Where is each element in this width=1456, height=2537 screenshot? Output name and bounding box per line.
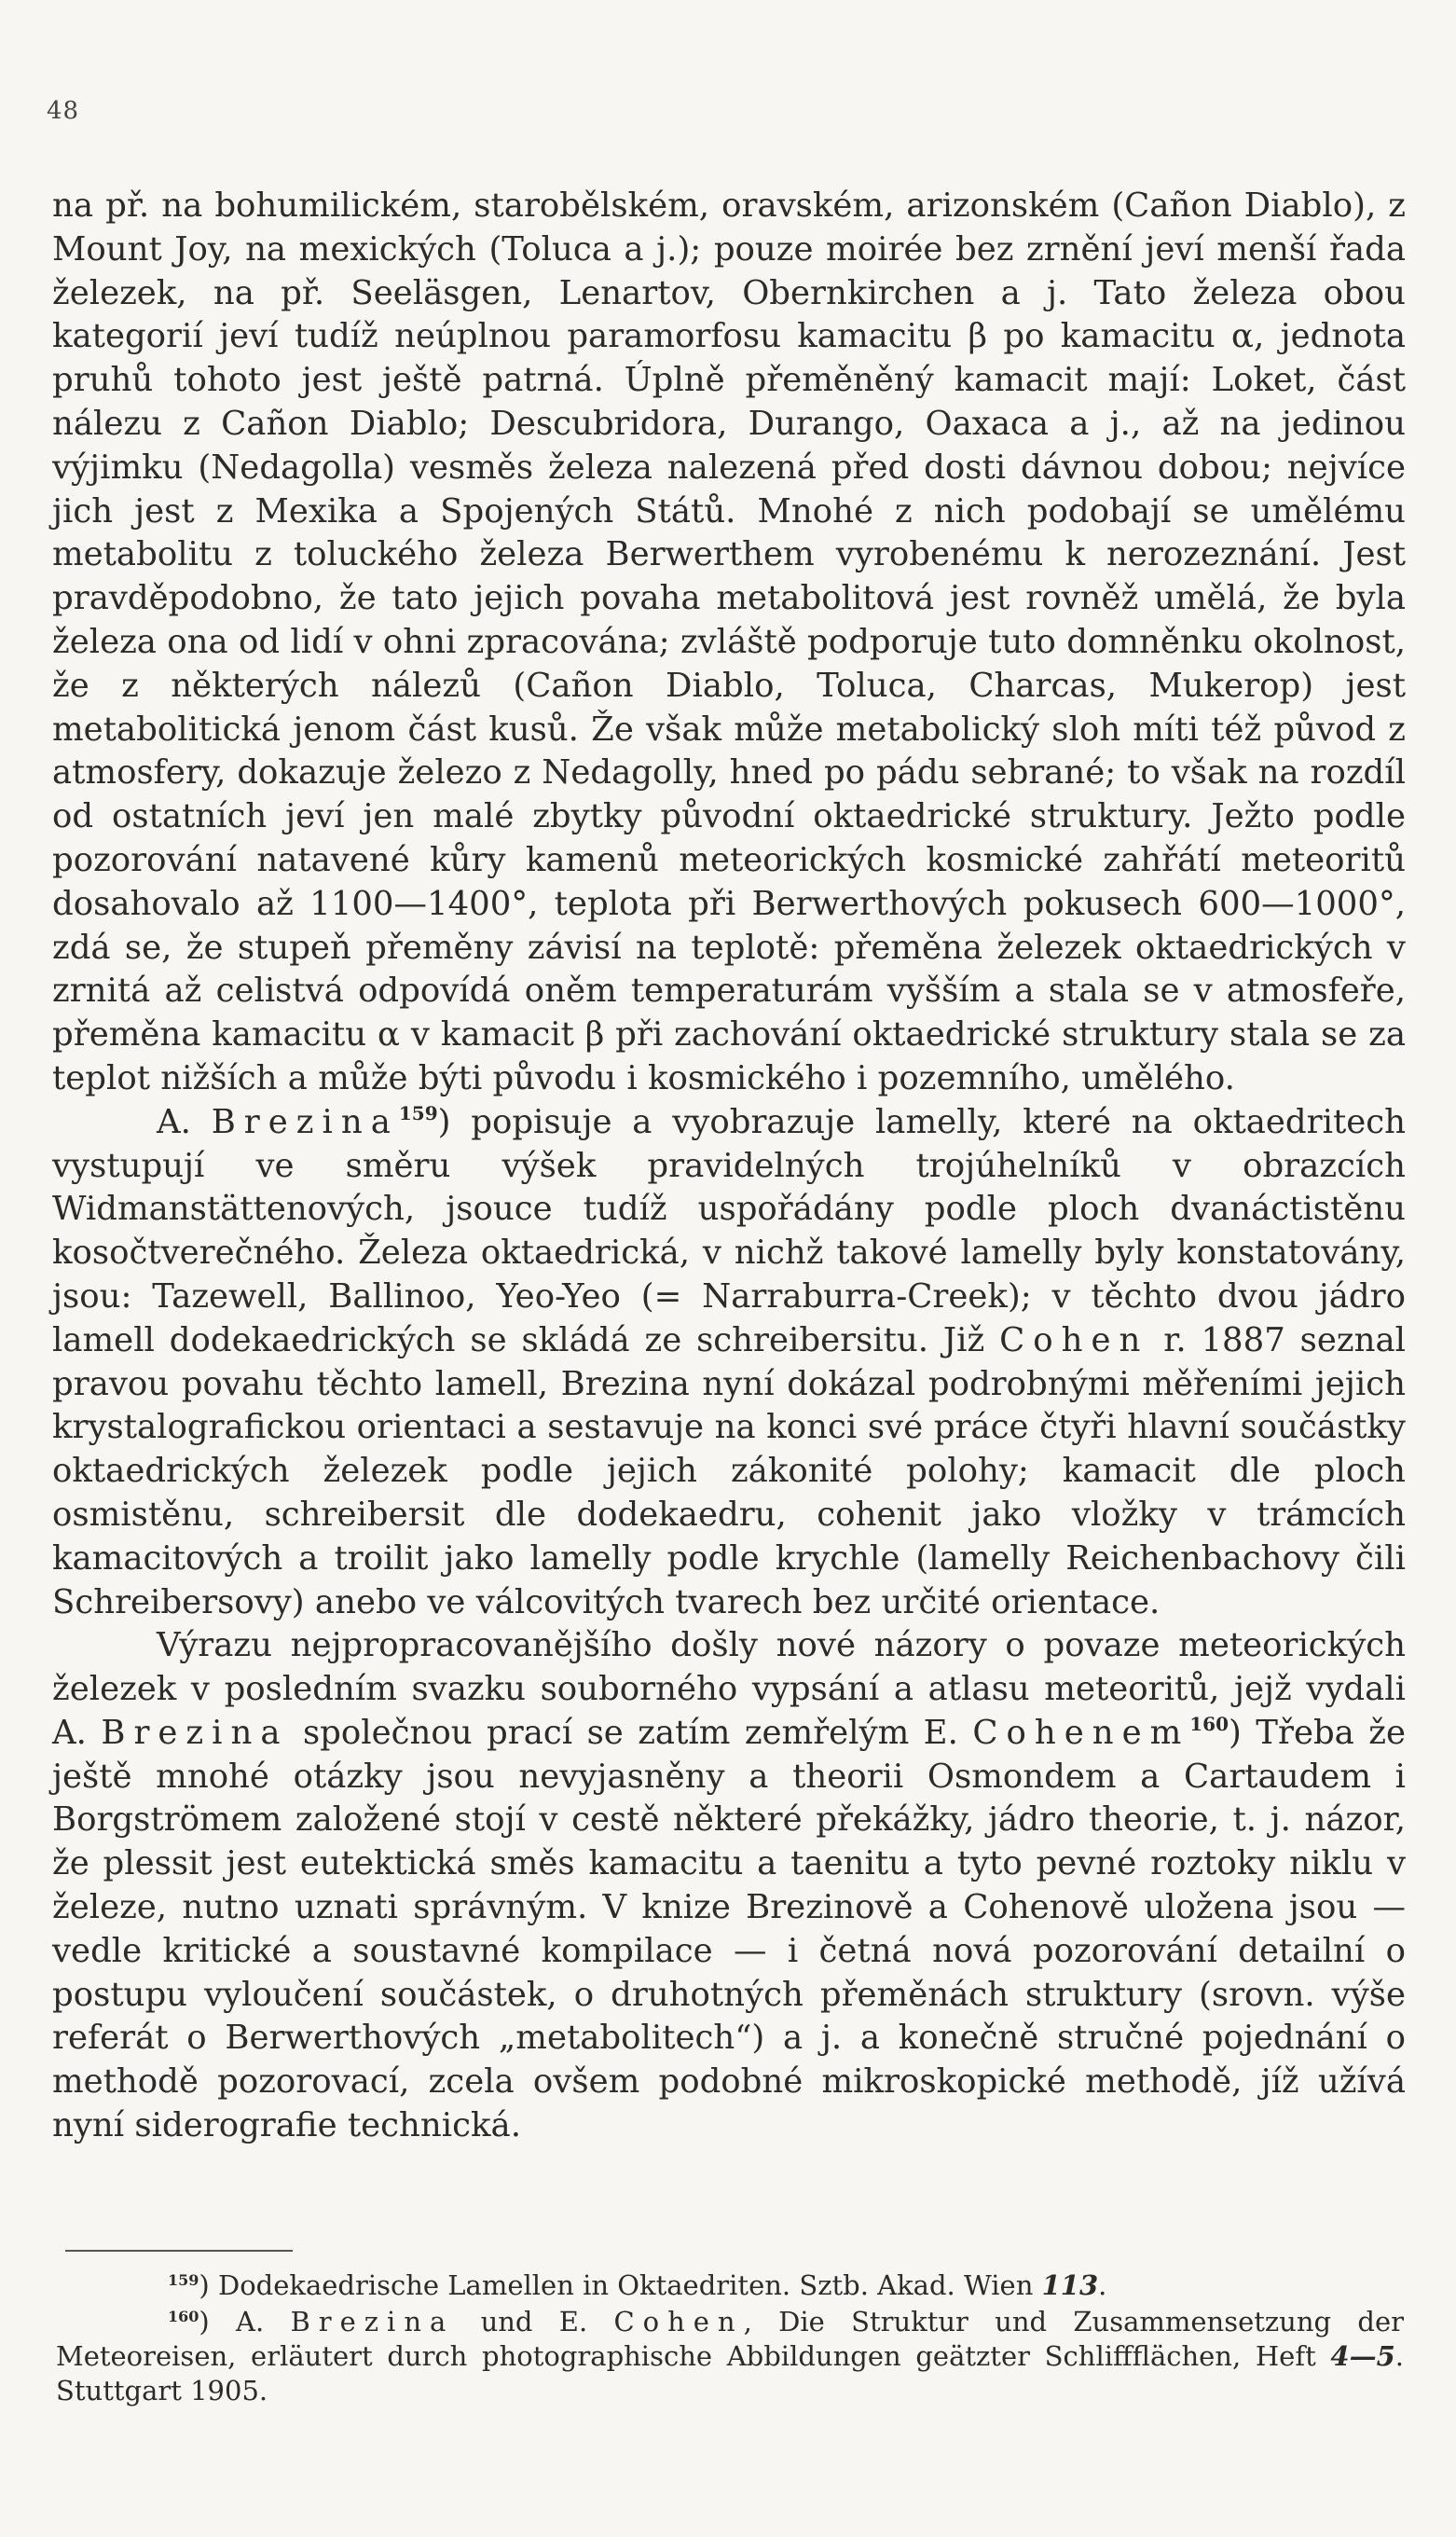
footnote-end: . Stuttgart 1905. [56, 2340, 1404, 2406]
footnote-author-brezina: Brezina [290, 2306, 455, 2337]
author-initial: A. [157, 1102, 191, 1141]
author-name-cohen: Cohen [999, 1320, 1149, 1359]
author-name-brezina: Brezina [101, 1713, 289, 1752]
footnote-text: , Die Struktur und Zusammensetzung der Meteoreisen, erläutert durch photographische Abbildungen geätzter Schliffflächen, Heft [56, 2306, 1404, 2372]
paragraph-3-text-after: ) Třeba že ještě mnohé otázky jsou nevyjasněny a theorii Osmondem a Cartaudem i Borgströmem založené stojí v cestě některé překážky, jádro theorie, t. j. názor, že plessit jest eutektická směs kamacitu a taenitu a tyto pevné roztoky niklu v železe, nutno uznati správným. V knize Brezinově a Cohenově uložena jsou — vedle kritické a soustavné kompilace — i četná nová pozorování detailní o postupu vyloučení součástek, o druhotných přeměnách struktury (srovn. výše referát o Berwerthových „metabolitech“) a j. a konečně stručné pojednání o methodě pozorovací, zcela ovšem podobné mikroskopické methodě, jíž užívá nyní siderografie technická. [52, 1713, 1406, 2145]
footnote-heft: 4—5 [1330, 2340, 1395, 2372]
footnote-ref-160[interactable]: 160 [1189, 1712, 1229, 1735]
paragraph-1: na př. na bohumilickém, starobělském, oravském, arizonském (Cañon Diablo), z Mount Joy, na mexických (Toluca a j.); pouze moirée bez zrnění jeví menší řada železek, na př. Seeläsgen, Lenartov, Obernkirchen a j. Tato železa obou kategorií jeví tudíž neúplnou paramorfosu kamacitu β po kamacitu α, jednota pruhů tohoto jest ještě patrná. Úplně přeměněný kamacit mají: Loket, část nálezu z Cañon Diablo; Descubridora, Durango, Oaxaca a j., až na jedinou výjimku (Nedagolla) vesměs železa nalezená před dosti dávnou dobou; nejvíce jich jest z Mexika a Spojených Států. Mnohé z nich podobají se umělému metabolitu z toluckého železa Berwerthem vyrobenému k nerozeznání. Jest pravděpodobno, že tato jejich povaha metabolitová jest rovněž umělá, že byla železa ona od lidí v ohni zpracována; zvláště podporuje tuto domněnku okolnost, že z některých nálezů (Cañon Diablo, Toluca, Charcas, Mukerop) jest metabolitická jenom část kusů. Že však může metabolický sloh míti též původ z atmosfery, dokazuje železo z Nedagolly, hned po pádu sebrané; to však na rozdíl od ostatních jeví jen malé zbytky původní oktaedrické struktury. Ježto podle pozorování natavené kůry kamenů meteorických kosmické zahřátí meteoritů dosahovalo až 1100—1400°, teplota při Berwerthových pokusech 600—1000°, zdá se, že stupeň přeměny závisí na teplotě: přeměna železek oktaedrických v zrnitá až celistvá odpovídá oněm temperaturám vyšším a stala se v atmosfeře, přeměna kamacitu α v kamacit β při zachování oktaedrické struktury stala se za teplot nižších a může býti původu i kosmického i pozemního, umělého. [52, 186, 1406, 1097]
footnote-number: 159 [168, 2271, 199, 2289]
footnote-number: 160 [168, 2308, 199, 2325]
footnote-160 [56, 2305, 1404, 2408]
footnote-text: ) Dodekaedrische Lamellen in Oktaedriten. Sztb. Akad. Wien [199, 2269, 1042, 2301]
paragraph-2-text-after: r. 1887 seznal pravou povahu těchto lamell, Brezina nyní dokázal podrobnými měřeními jejich krystalografickou orientaci a sestavuje na konci své práce čtyři hlavní součástky oktaedrických železek podle jejich zákonité polohy; kamacit dle ploch osmistěnu, schreibersit dle dodekaedru, cohenit jako vložky v trámcích kamacitových a troilit jako lamelly podle krychle (lamelly Reichenbachovy čili Schreibersovy) anebo ve válcovitých tvarech bez určité orientace. [52, 1320, 1406, 1621]
paragraph-3-text-before: Výrazu nejpropracovanějšího došly nové názory o povaze meteorických železek v posledním svazku souborného vypsání a atlasu meteoritů, jejž vydali A. [52, 1626, 1406, 1752]
page-number: 48 [47, 97, 80, 125]
paragraph-3 [52, 1624, 1406, 2148]
footnote-text: und E. [454, 2306, 614, 2337]
footnote-author-cohen: Cohen [613, 2306, 744, 2337]
footnote-divider [65, 2250, 293, 2252]
footnote-ref-159[interactable]: 159 [398, 1101, 438, 1124]
author-name-cohen: Cohenem [972, 1713, 1190, 1752]
footnote-text: ) A. [199, 2306, 291, 2337]
footnote-volume: 113 [1041, 2269, 1099, 2301]
paragraph-2-text: ) popisuje a vyobrazuje lamelly, které na oktaedritech vystupují ve směru výšek pravidelných trojúhelníků v obrazcích Widmanstättenových, jsouce tudíž uspořádány podle ploch dvanáctistěnu kosočtverečného. Železa oktaedrická, v nichž takové lamelly byly konstatovány, jsou: Tazewell, Ballinoo, Yeo-Yeo (= Narraburra-Creek); v těchto dvou jádro lamell dodekaedrických se skládá ze schreibersitu. Již [52, 1102, 1406, 1359]
footnote-end: . [1098, 2269, 1107, 2301]
footnote-159 [56, 2268, 1404, 2303]
paragraph-3-text-mid: společnou prací se zatím zemřelým E. [288, 1713, 973, 1752]
author-name-brezina: Brezina [211, 1102, 399, 1141]
paragraph-2 [52, 1101, 1406, 1625]
main-text [52, 185, 1406, 2148]
footnotes [56, 2268, 1404, 2410]
